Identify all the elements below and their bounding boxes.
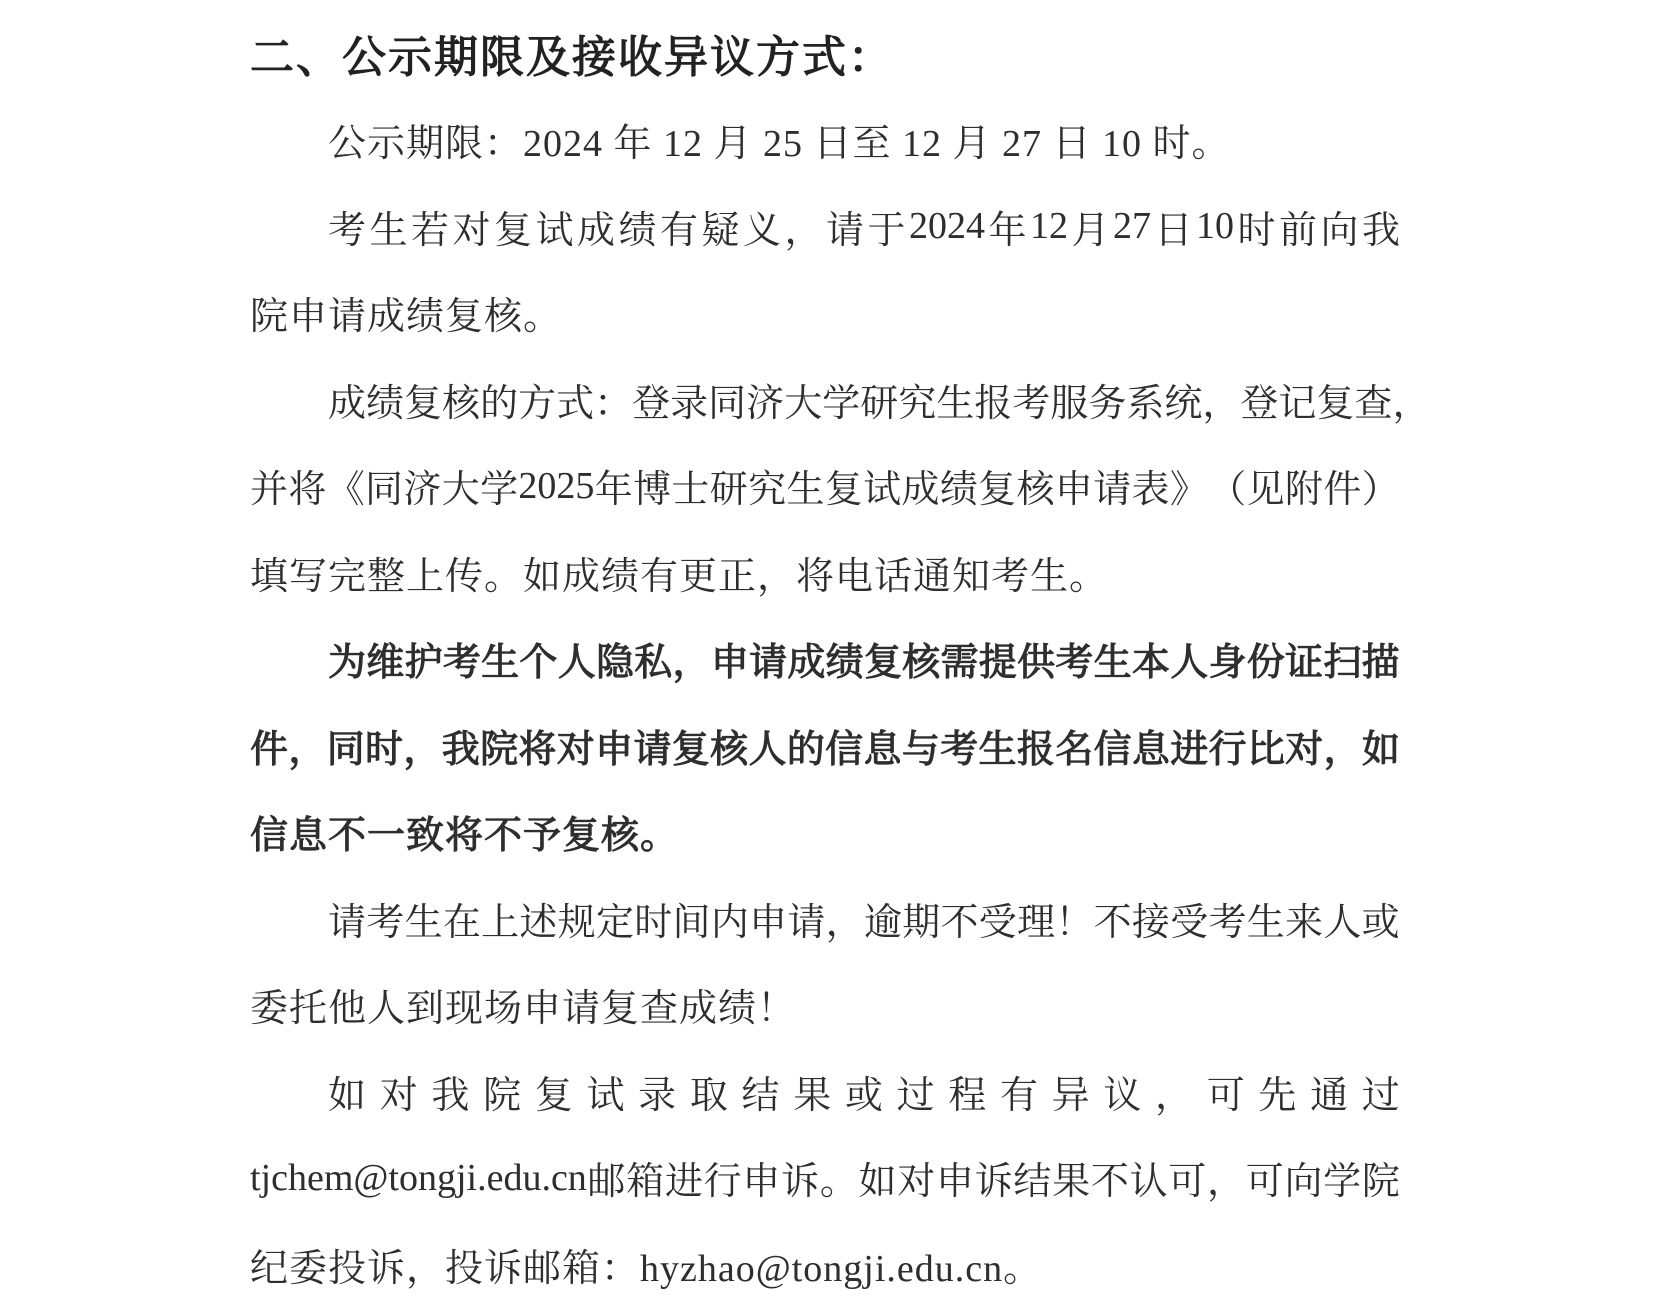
line-text-token: 研 [709, 469, 748, 512]
document-line [250, 97, 1400, 184]
line-text-token: 时 [365, 728, 404, 771]
line-text-token: 比 [1246, 728, 1285, 771]
document-line [250, 616, 1400, 703]
line-text-token: 12 [1029, 205, 1068, 248]
line-text-token: 生 [404, 901, 443, 944]
line-text-token: ） [1361, 469, 1400, 512]
line-text-token: 信 [1093, 728, 1132, 771]
line-text-token: 究 [898, 382, 937, 425]
line-text-token: 请 [1093, 469, 1132, 512]
line-text-token: 时 [634, 901, 673, 944]
line-text-token: 请 [633, 728, 672, 771]
line-text-token: 规 [557, 901, 596, 944]
line-text-token: 成 [328, 382, 367, 425]
line-text-token: 大 [784, 382, 823, 425]
line-text-token: 若 [411, 209, 450, 252]
line-text-token: ， [1323, 728, 1362, 771]
line-text-token: 疑 [701, 209, 740, 252]
line-text-token: 复 [978, 469, 1017, 512]
line-text-token: 院 [480, 728, 519, 771]
line-text-token: 为 [328, 642, 367, 685]
line-text-token: 考 [366, 901, 405, 944]
line-text-token: ， [825, 901, 864, 944]
line-text-token: 向 [1320, 209, 1359, 252]
line-text-token: 复 [1316, 382, 1355, 425]
line-text-token: 人 [748, 728, 787, 771]
line-text-token: 核 [902, 642, 941, 685]
document-body [250, 97, 1431, 1308]
line-text-token: 进 [664, 1161, 703, 1204]
line-text-token: 并 [250, 469, 289, 512]
document-heading [250, 10, 1400, 97]
line-text-token: ， [1202, 382, 1241, 425]
document-line [250, 356, 1431, 443]
line-text-token: 年 [988, 209, 1027, 252]
line-text-token: 绩 [618, 209, 657, 252]
line-text-token: 日 [1154, 209, 1193, 252]
line-text-token: 人 [1170, 642, 1209, 685]
line-text-token: 博 [633, 469, 672, 512]
line-text-token: ， [1392, 382, 1431, 425]
line-text-token: 复 [534, 1074, 573, 1117]
line-text-token: 对 [897, 1161, 936, 1204]
document-line [250, 270, 1400, 357]
line-text-token: 行 [703, 1161, 742, 1204]
line-text-token: 受 [978, 901, 1017, 944]
line-text-token: 2024 [909, 205, 985, 248]
line-text-token: 大 [441, 469, 480, 512]
line-text-token: 逾 [863, 901, 902, 944]
line-text-token: 考 [1055, 642, 1094, 685]
line-text-token: 或 [844, 1074, 883, 1117]
line-text-token: 系 [1126, 382, 1165, 425]
line-text-token: 行 [1208, 728, 1247, 771]
line-text-token: 方 [518, 382, 557, 425]
line-text-token: ！ [1055, 901, 1094, 944]
line-text-token: 诉 [781, 1161, 820, 1204]
line-text-token: 不 [940, 901, 979, 944]
line-text-token: 复 [824, 469, 863, 512]
line-text-token: 前 [1278, 209, 1317, 252]
line-text-token: 来 [1285, 901, 1324, 944]
line-text-token: 复 [404, 382, 443, 425]
line-text-token: 录 [670, 382, 709, 425]
line-text-token: 件 [250, 728, 289, 771]
line-text-token: 个 [519, 642, 558, 685]
line-text-token: 维 [366, 642, 405, 685]
line-text-token: 邮 [587, 1161, 626, 1204]
line-text-token: 人 [557, 642, 596, 685]
line-text-token: 接 [1131, 901, 1170, 944]
line-text-token: 报 [1016, 728, 1055, 771]
line-text-token: 士 [671, 469, 710, 512]
line-text-token: 考 [328, 209, 367, 252]
line-text-token: 份 [1246, 642, 1285, 685]
line-text-token: 生 [936, 382, 975, 425]
line-text-token: ， [672, 642, 711, 685]
line-text-token: 异 [1051, 1074, 1090, 1117]
line-text-token: 学 [480, 469, 519, 512]
line-text-token: 内 [710, 901, 749, 944]
line-text-token: 可 [1206, 1074, 1245, 1117]
line-text-token: 查 [1354, 382, 1393, 425]
line-text-token: 供 [1017, 642, 1056, 685]
line-text-token: 进 [1170, 728, 1209, 771]
line-text-token: 院 [1361, 1161, 1400, 1204]
line-text-token: 报 [974, 382, 1013, 425]
line-text-token: 核 [710, 728, 749, 771]
line-text-token: 服 [1050, 382, 1089, 425]
line-text-token: 申 [749, 901, 788, 944]
document-line [250, 529, 1400, 616]
line-text-token: 生 [369, 209, 408, 252]
line-text-token: 登 [1240, 382, 1279, 425]
line-text-token: 息 [863, 728, 902, 771]
line-text-token: 需 [940, 642, 979, 685]
line-text-token: 务 [1088, 382, 1127, 425]
line-text-token: 请 [328, 901, 367, 944]
line-text-token: ， [288, 728, 327, 771]
line-text: 委托他人到现场申请复查成绩！ [250, 988, 797, 1031]
line-text-token: 济 [746, 382, 785, 425]
line-text-token: 申 [595, 728, 634, 771]
line-text-token: 复 [863, 642, 902, 685]
heading-text: 二、公示期限及接收异议方式： [250, 33, 894, 83]
line-text-token: 提 [978, 642, 1017, 685]
line-text-token: 2025 [518, 464, 595, 507]
line-text-token: 生 [1093, 642, 1132, 685]
line-text-token: ， [1207, 1161, 1246, 1204]
line-text-token: 受 [1170, 901, 1209, 944]
line-text-token: 成 [901, 469, 940, 512]
line-text-token: 试 [535, 209, 574, 252]
line-text-token: 本 [1131, 642, 1170, 685]
line-text-token: 将 [518, 728, 557, 771]
line-text-token: 结 [1013, 1161, 1052, 1204]
line-text-token: 学 [1323, 1161, 1362, 1204]
line-text-token: 复 [671, 728, 710, 771]
line-text-token: 生 [978, 728, 1017, 771]
line-text-token: 生 [1246, 901, 1285, 944]
line-text-token: 核 [442, 382, 481, 425]
line-text-token: 上 [481, 901, 520, 944]
line-text-token: 箱 [626, 1161, 665, 1204]
line-text-token: 录 [638, 1074, 677, 1117]
line-text-token: 有 [660, 209, 699, 252]
line-text-token: 月 [1071, 209, 1110, 252]
line-text-token: 期 [902, 901, 941, 944]
line-text-token: 研 [860, 382, 899, 425]
line-text-token: 间 [672, 901, 711, 944]
line-text-token: 对 [1285, 728, 1324, 771]
line-text-token: 生 [786, 469, 825, 512]
line-text-token: 在 [442, 901, 481, 944]
line-text-token: 描 [1361, 642, 1400, 685]
line-text-token: 登 [632, 382, 671, 425]
line-text-token: 护 [404, 642, 443, 685]
line-text: 信息不一致将不予复核。 [250, 815, 680, 858]
line-text-token: 不 [1090, 1161, 1129, 1204]
line-text-token: ： [594, 382, 633, 425]
line-text-token: 将 [288, 469, 327, 512]
line-text-token: 果 [793, 1074, 832, 1117]
line-text-token: 时 [1237, 209, 1276, 252]
line-text-token: 考 [1012, 382, 1051, 425]
line-text-token: 我 [1361, 209, 1400, 252]
line-text-token: 试 [586, 1074, 625, 1117]
line-text-token: 申 [1054, 469, 1093, 512]
line-text-token: 试 [863, 469, 902, 512]
line-text-token: 年 [594, 469, 633, 512]
line-text-token: 通 [1310, 1074, 1349, 1117]
line-text: 纪委投诉，投诉邮箱：hyzhao@tongji.edu.cn。 [250, 1247, 1043, 1290]
line-text-token: 可 [1245, 1161, 1284, 1204]
line-text-token: 复 [494, 209, 533, 252]
scanned-notice-page [250, 10, 1431, 1308]
line-text-token: 认 [1129, 1161, 1168, 1204]
line-text-token: 申 [935, 1161, 974, 1204]
line-text-token: 请 [826, 209, 865, 252]
line-text-token: 人 [1323, 901, 1362, 944]
line-text-token: 有 [999, 1074, 1038, 1117]
line-text-token: 过 [896, 1074, 935, 1117]
line-text-token: 申 [742, 1161, 781, 1204]
line-text: 公示期限：2024 年 12 月 25 日至 12 月 27 日 10 时。 [328, 123, 1231, 166]
line-text-token: 我 [431, 1074, 470, 1117]
line-text-token: 理 [1017, 901, 1056, 944]
line-text-token: 同 [326, 728, 365, 771]
line-text-token: 先 [1258, 1074, 1297, 1117]
line-text-token: ， [1155, 1074, 1194, 1117]
line-text-token: ， [784, 209, 823, 252]
line-text-token: 议 [1103, 1074, 1142, 1117]
line-text-token: 表 [1131, 469, 1170, 512]
line-text-token: 10 [1195, 205, 1234, 248]
document-line [250, 789, 1400, 876]
line-text-token: 对 [452, 209, 491, 252]
line-text-token: 过 [1361, 1074, 1400, 1117]
line-text-token: 核 [1016, 469, 1055, 512]
line-text-token: 扫 [1323, 642, 1362, 685]
line-text-token: 考 [442, 642, 481, 685]
line-text-token: 统 [1164, 382, 1203, 425]
document-line [250, 1221, 1400, 1308]
line-text-token: 对 [556, 728, 595, 771]
line-text-token: 于 [867, 209, 906, 252]
line-text-token: 学 [822, 382, 861, 425]
line-text-token: 生 [481, 642, 520, 685]
line-text-token: 。 [819, 1161, 858, 1204]
line-text-token: 绩 [366, 382, 405, 425]
line-text-token: 如 [858, 1161, 897, 1204]
line-text-token: 述 [519, 901, 558, 944]
document-line [250, 962, 1400, 1049]
line-text: 院申请成绩复核。 [250, 296, 563, 339]
line-text-token: （ [1208, 469, 1247, 512]
line-text-token: 息 [1131, 728, 1170, 771]
line-text-token: tjchem@tongji.edu.cn [250, 1156, 587, 1199]
document-line [250, 1048, 1400, 1135]
line-text-token: 身 [1208, 642, 1247, 685]
line-text-token: 附 [1284, 469, 1323, 512]
line-text-token: 绩 [825, 642, 864, 685]
line-text-token: 成 [787, 642, 826, 685]
line-text-token: 私 [634, 642, 673, 685]
line-text-token: 程 [948, 1074, 987, 1117]
line-text-token: 如 [1361, 728, 1400, 771]
line-text-token: 证 [1285, 642, 1324, 685]
line-text-token: 考 [940, 728, 979, 771]
line-text-token: 件 [1323, 469, 1362, 512]
document-line [250, 1135, 1400, 1222]
line-text-token: 同 [708, 382, 747, 425]
line-text-token: 《 [326, 469, 365, 512]
line-text-token: 定 [595, 901, 634, 944]
line-text-token: 见 [1246, 469, 1285, 512]
line-text-token: 记 [1278, 382, 1317, 425]
line-text-token: 或 [1361, 901, 1400, 944]
line-text-token: 诉 [974, 1161, 1013, 1204]
document-line [250, 875, 1400, 962]
line-text-token: 可 [1168, 1161, 1207, 1204]
line-text-token: 信 [825, 728, 864, 771]
line-text-token: 如 [328, 1074, 367, 1117]
line-text-token: 的 [480, 382, 519, 425]
line-text-token: 不 [1093, 901, 1132, 944]
line-text-token: ， [403, 728, 442, 771]
document-line [250, 443, 1400, 530]
line-text-token: 请 [749, 642, 788, 685]
line-text-token: 隐 [595, 642, 634, 685]
line-text-token: 与 [901, 728, 940, 771]
line-text-token: 结 [741, 1074, 780, 1117]
line-text-token: 考 [1208, 901, 1247, 944]
line-text-token: 成 [577, 209, 616, 252]
line-text-token: 名 [1055, 728, 1094, 771]
line-text-token: 向 [1284, 1161, 1323, 1204]
line-text-token: 取 [689, 1074, 728, 1117]
line-text-token: 对 [379, 1074, 418, 1117]
line-text-token: 义 [743, 209, 782, 252]
document-line [250, 702, 1400, 789]
line-text-token: 果 [1052, 1161, 1091, 1204]
document-line [250, 183, 1400, 270]
line-text-token: 式 [556, 382, 595, 425]
line-text-token: 究 [748, 469, 787, 512]
line-text: 填写完整上传。如成绩有更正，将电话通知考生。 [250, 555, 1109, 598]
line-text-token: 同 [365, 469, 404, 512]
line-text-token: 院 [483, 1074, 522, 1117]
line-text-token: 我 [441, 728, 480, 771]
line-text-token: 27 [1112, 205, 1151, 248]
line-text-token: 申 [710, 642, 749, 685]
line-text-token: 的 [786, 728, 825, 771]
line-text-token: 请 [787, 901, 826, 944]
line-text-token: 绩 [939, 469, 978, 512]
line-text-token: 》 [1169, 469, 1208, 512]
line-text-token: 济 [403, 469, 442, 512]
